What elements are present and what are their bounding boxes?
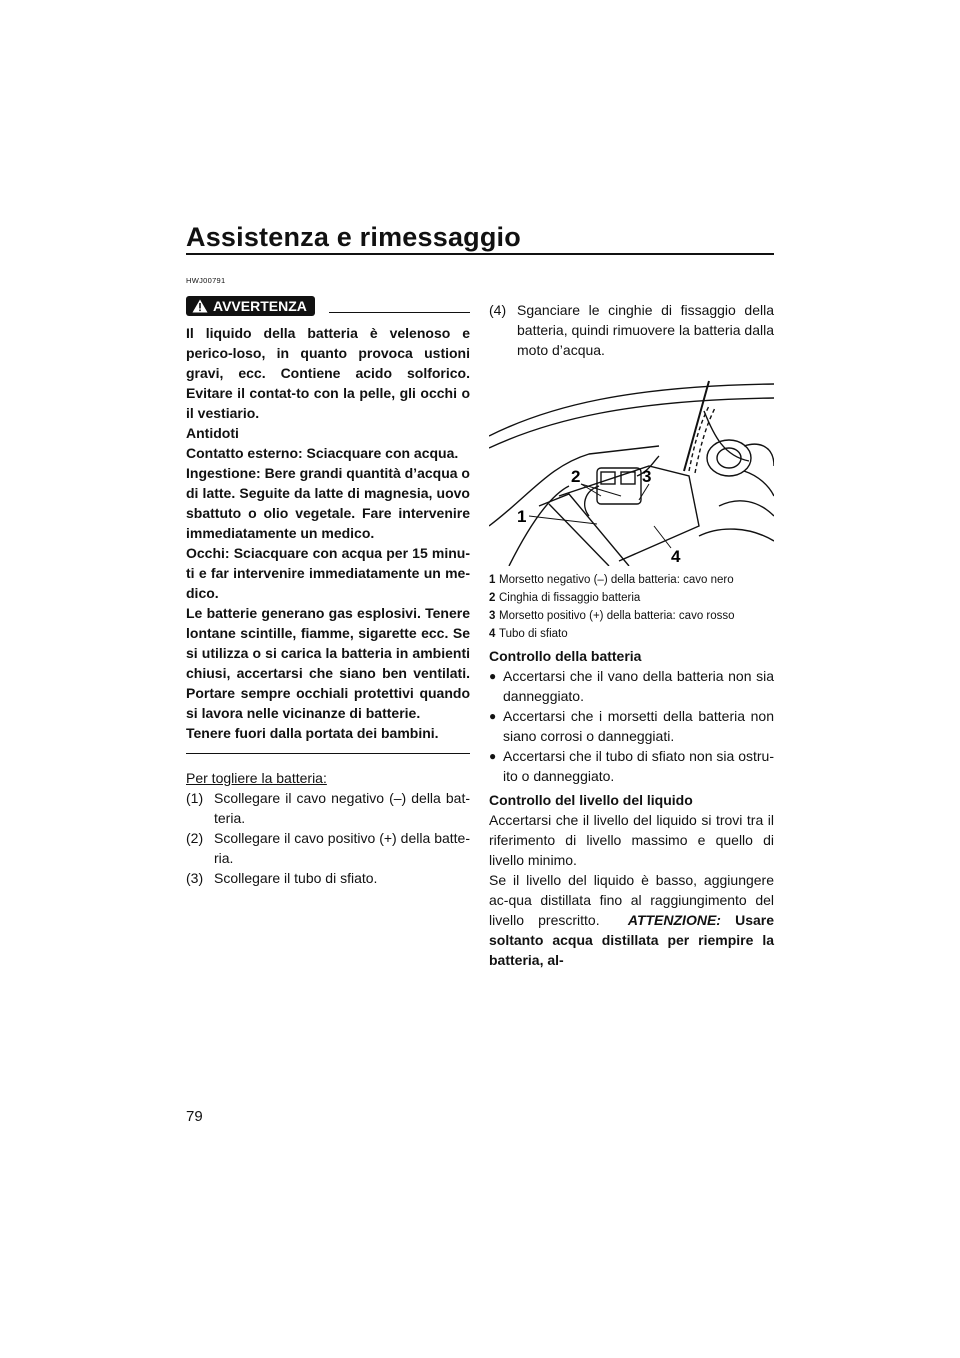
bullet-icon: ● bbox=[489, 709, 497, 723]
bullet-icon: ● bbox=[489, 669, 497, 683]
bullet-text: Accertarsi che i morsetti della batteria non siano corrosi o danneggiati. bbox=[503, 708, 774, 744]
legend-text: Morsetto positivo (+) della batteria: cavo rosso bbox=[499, 610, 735, 622]
bullet-text: Accertarsi che il vano della batteria non sia danneggiato. bbox=[503, 668, 774, 704]
warning-text bbox=[186, 323, 470, 743]
legend-item bbox=[489, 574, 774, 586]
step-text: Sganciare le cinghie di fissaggio della batteria, quindi rimuovere la batteria dalla moto d’acqua. bbox=[517, 302, 774, 358]
warning-code: HWJ00791 bbox=[186, 276, 226, 285]
warning-paragraph: Ingestione: Bere grandi quantità d’acqua o di latte. Seguite da latte di magnesia, uovo sbattuto o olio vegetale. Fare intervenire immediatamente un medico. bbox=[186, 465, 470, 541]
step-number: (1) bbox=[186, 790, 204, 806]
step-item bbox=[186, 828, 470, 868]
callout-4: 4 bbox=[671, 547, 681, 566]
warning-paragraph: Il liquido della batteria è velenoso e perico-loso, in quanto provoca ustioni gravi, ecc. Contiene acido solforico. Evitare il contat-to con la pelle, gli occhi o il vestiario. bbox=[186, 325, 470, 421]
fluid-check-heading: Controllo del livello del liquido bbox=[489, 792, 693, 808]
legend-item bbox=[489, 628, 774, 640]
callout-2: 2 bbox=[571, 467, 581, 486]
page-number: 79 bbox=[186, 1108, 203, 1125]
battery-check-heading: Controllo della batteria bbox=[489, 648, 642, 664]
warning-badge bbox=[186, 296, 315, 316]
step-item bbox=[489, 300, 774, 360]
legend-text: Tubo di sfiato bbox=[499, 628, 568, 640]
step-number: (3) bbox=[186, 870, 204, 886]
removal-steps bbox=[186, 788, 470, 888]
step-text: Scollegare il tubo di sfiato. bbox=[214, 870, 378, 886]
figure-legend bbox=[489, 574, 774, 640]
warning-triangle-icon bbox=[192, 299, 208, 313]
bullet-icon: ● bbox=[489, 749, 497, 763]
step-item bbox=[186, 868, 470, 888]
legend-number: 3 bbox=[489, 610, 496, 622]
battery-illustration bbox=[489, 376, 774, 566]
battery-drawing bbox=[489, 376, 774, 566]
bullet-text: Accertarsi che il tubo di sfiato non sia ostru-ito o danneggiato. bbox=[503, 748, 774, 784]
page-title: Assistenza e rimessaggio bbox=[186, 222, 521, 252]
title-rule bbox=[186, 253, 774, 255]
legend-number: 1 bbox=[489, 574, 496, 586]
warning-end-rule bbox=[186, 753, 470, 754]
attention-label: ATTENZIONE: bbox=[627, 912, 721, 928]
callout-3: 3 bbox=[642, 467, 652, 486]
fluid-check-paragraph-2 bbox=[489, 870, 774, 970]
legend-number: 4 bbox=[489, 628, 496, 640]
attention-text: Usare soltanto acqua distillata per riempire la batteria, al- bbox=[489, 912, 775, 968]
warning-label: AVVERTENZA bbox=[213, 298, 307, 314]
step-number: (4) bbox=[489, 302, 507, 318]
warning-paragraph: Occhi: Sciacquare con acqua per 15 minu-ti e far intervenire immediatamente un me-dico. bbox=[186, 545, 470, 601]
legend-number: 2 bbox=[489, 592, 496, 604]
step-number: (2) bbox=[186, 830, 204, 846]
callout-1: 1 bbox=[517, 507, 527, 526]
fluid-check-text: Se il livello del liquido è basso, aggiungere ac-qua distillata fino al raggiungimento del livello prescritto. bbox=[489, 872, 774, 928]
battery-check-list bbox=[489, 666, 774, 786]
step-item bbox=[186, 788, 470, 828]
bullet-item bbox=[489, 746, 774, 786]
legend-item bbox=[489, 592, 774, 604]
warning-header bbox=[186, 295, 470, 317]
bullet-item bbox=[489, 706, 774, 746]
warning-rule bbox=[329, 312, 470, 313]
legend-text: Cinghia di fissaggio batteria bbox=[499, 592, 641, 604]
legend-text: Morsetto negativo (–) della batteria: cavo nero bbox=[499, 574, 734, 586]
right-column bbox=[489, 300, 774, 970]
removal-steps-continued bbox=[489, 300, 774, 360]
fluid-check-paragraph: Accertarsi che il livello del liquido si trovi tra il riferimento di livello massimo e quello di livello minimo. bbox=[489, 812, 774, 868]
warning-paragraph: Contatto esterno: Sciacquare con acqua. bbox=[186, 445, 459, 461]
warning-paragraph: Tenere fuori dalla portata dei bambini. bbox=[186, 725, 439, 741]
warning-paragraph: Antidoti bbox=[186, 425, 239, 441]
bullet-item bbox=[489, 666, 774, 706]
removal-heading: Per togliere la batteria: bbox=[186, 770, 327, 786]
legend-item bbox=[489, 610, 774, 622]
step-text: Scollegare il cavo positivo (+) della batte-ria. bbox=[214, 830, 470, 866]
step-text: Scollegare il cavo negativo (–) della bat-teria. bbox=[214, 790, 470, 826]
warning-paragraph: Le batterie generano gas esplosivi. Tenere lontane scintille, fiamme, sigarette ecc. Se si utilizza o si carica la batteria in ambienti chiusi, accertarsi che siano ben ventilati. Portare sempre occhiali protettivi quando si lavora nelle vicinanze di batterie. bbox=[186, 605, 470, 721]
left-column bbox=[186, 271, 470, 888]
